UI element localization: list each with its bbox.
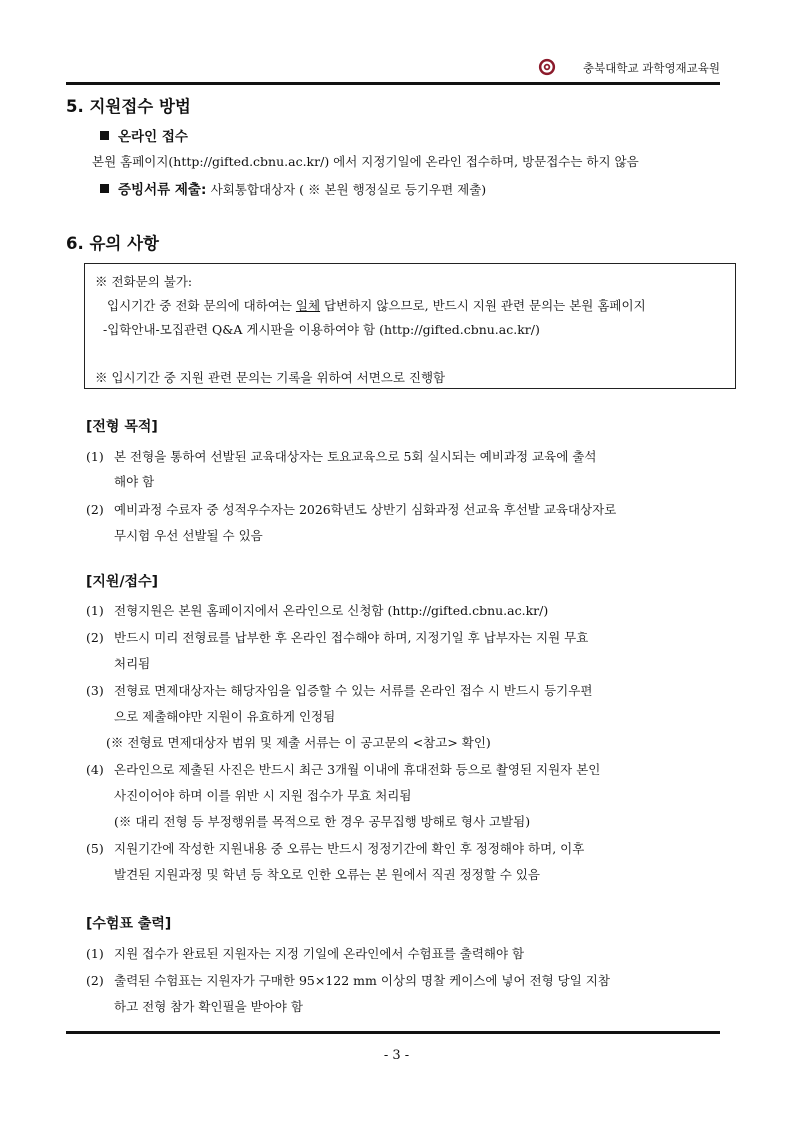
ticket-item-2-cont: 하고 전형 참가 확인필을 받아야 함 [114, 999, 303, 1014]
ticket-item-1 [86, 944, 524, 962]
item-text: 예비과정 수료자 중 성적우수자는 2026학년도 상반기 심화과정 선교육 후선발 교육대상자로 [114, 502, 617, 517]
docs-text: 사회통합대상자 ( ※ 본원 행정실로 등기우편 제출) [210, 182, 487, 197]
purpose-item-1-cont: 해야 함 [114, 474, 155, 489]
item-number: (1) [86, 603, 104, 618]
purpose-item-1 [86, 447, 596, 465]
item-text: 지원기간에 작성한 지원내용 중 오류는 반드시 정정기간에 확인 후 정정해야 하며, 이후 [114, 841, 585, 856]
apply-item-2 [86, 628, 588, 646]
notice-box [84, 263, 736, 389]
apply-item-4 [86, 760, 600, 778]
item-text: 전형지원은 본원 홈페이지에서 온라인으로 신청함 (http://gifted.cbnu.ac.kr/) [114, 603, 549, 618]
online-text: 본원 홈페이지(http://gifted.cbnu.ac.kr/) 에서 지정기일에 온라인 접수하며, 방문접수는 하지 않음 [92, 154, 639, 169]
online-label: 온라인 접수 [118, 129, 188, 145]
purpose-item-2-cont: 무시험 우선 선발될 수 있음 [114, 528, 263, 543]
item-text: 반드시 미리 전형료를 납부한 후 온라인 접수해야 하며, 지정기일 후 납부자는 지원 무효 [114, 630, 589, 645]
item-number: (1) [86, 946, 104, 961]
apply-item-5 [86, 839, 584, 857]
page-header [66, 58, 720, 80]
online-bullet [100, 125, 188, 145]
apply-item-2-cont: 처리됨 [114, 656, 151, 671]
apply-item-1 [86, 601, 548, 619]
notice-line2-pre: 입시기간 중 전화 문의에 대하여는 [107, 298, 296, 313]
docs-label: 증빙서류 제출: [118, 182, 207, 198]
item-number: (1) [86, 449, 104, 464]
university-seal-icon [538, 58, 556, 76]
purpose-title: [전형 목적] [86, 419, 158, 435]
item-text: 온라인으로 제출된 사진은 반드시 최근 3개월 이내에 휴대전화 등으로 촬영된 지원자 본인 [114, 762, 601, 777]
item-number: (2) [86, 973, 104, 988]
section5-title: 5. 지원접수 방법 [66, 97, 191, 116]
header-rule [66, 82, 720, 85]
notice-line3: -입학안내-모집관련 Q&A 게시판을 이용하여야 함 (http://gifted.cbnu.ac.kr/) [103, 322, 540, 337]
apply-item-5-cont: 발견된 지원과정 및 학년 등 착오로 인한 오류는 본 원에서 직권 정정할 수 있음 [114, 867, 540, 882]
apply-item-3-note: (※ 전형료 면제대상자 범위 및 제출 서류는 이 공고문의 <참고> 확인) [106, 735, 491, 750]
docs-bullet [100, 178, 486, 198]
square-bullet-icon [100, 184, 109, 193]
item-number: (3) [86, 683, 104, 698]
item-number: (2) [86, 502, 104, 517]
item-number: (2) [86, 630, 104, 645]
ticket-title: [수험표 출력] [86, 916, 172, 932]
footer-rule [66, 1031, 720, 1034]
apply-item-4-cont: 사진이어야 하며 이를 위반 시 지원 접수가 무효 처리됨 [114, 788, 412, 803]
notice-line1: ※ 전화문의 불가: [95, 274, 193, 289]
purpose-item-2 [86, 500, 616, 518]
item-text: 본 전형을 통하여 선발된 교육대상자는 토요교육으로 5회 실시되는 예비과정 교육에 출석 [114, 449, 597, 464]
ticket-item-2 [86, 971, 610, 989]
section6-title: 6. 유의 사항 [66, 234, 159, 253]
apply-item-3 [86, 681, 592, 699]
notice-line2-post: 답변하지 않으므로, 반드시 지원 관련 문의는 본원 홈페이지 [320, 298, 646, 313]
item-text: 지원 접수가 완료된 지원자는 지정 기일에 온라인에서 수험표를 출력해야 함 [114, 946, 525, 961]
item-number: (4) [86, 762, 104, 777]
square-bullet-icon [100, 131, 109, 140]
page-number: - 3 - [383, 1048, 410, 1063]
notice-line2 [107, 296, 646, 314]
item-number: (5) [86, 841, 104, 856]
notice-line2-underlined: 일체 [295, 298, 321, 313]
apply-item-3-cont: 으로 제출해야만 지원이 유효하게 인정됨 [114, 709, 336, 724]
apply-item-4-note: (※ 대리 전형 등 부정행위를 목적으로 한 경우 공무집행 방해로 형사 고발됨) [114, 814, 531, 829]
apply-title: [지원/접수] [86, 574, 159, 590]
item-text: 전형료 면제대상자는 해당자임을 입증할 수 있는 서류를 온라인 접수 시 반드시 등기우편 [114, 683, 593, 698]
header-institution: 충북대학교 과학영재교육원 [583, 61, 720, 75]
item-text: 출력된 수험표는 지원자가 구매한 95×122 mm 이상의 명찰 케이스에 넣어 전형 당일 지참 [114, 973, 610, 988]
notice-line4: ※ 입시기간 중 지원 관련 문의는 기록을 위하여 서면으로 진행함 [95, 370, 446, 385]
